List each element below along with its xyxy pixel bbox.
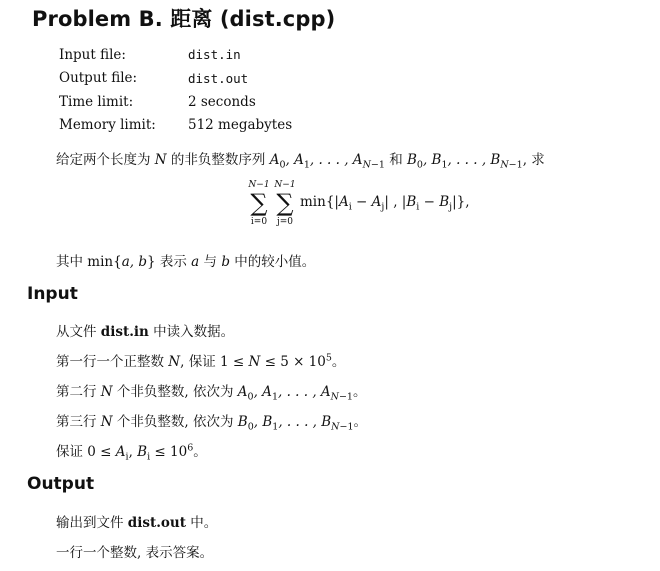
input-line bbox=[56, 350, 345, 370]
sum-upper-limit: N−1 bbox=[248, 180, 270, 190]
input-text: 第一行一个正整数 bbox=[56, 354, 164, 370]
statement-text: 表示 bbox=[159, 254, 187, 270]
meta-value: 2 seconds bbox=[188, 93, 256, 110]
meta-value: dist.in bbox=[188, 47, 241, 63]
input-filename: dist.in bbox=[100, 324, 149, 340]
input-heading: Input bbox=[27, 284, 78, 304]
meta-row bbox=[59, 114, 292, 138]
sum-upper-limit: N−1 bbox=[274, 180, 296, 190]
formula-body: $\min\{|A_i - A_j|$ , $|B_i - B_j|$}, bbox=[300, 194, 470, 213]
input-line bbox=[56, 410, 367, 433]
output-filename: dist.out bbox=[127, 515, 186, 531]
statement-text: 和 bbox=[389, 152, 403, 168]
math-n: N bbox=[168, 354, 181, 370]
output-text: 输出到文件 bbox=[56, 515, 124, 531]
input-text: 第三行 bbox=[56, 414, 97, 430]
meta-label: Memory limit: bbox=[59, 117, 156, 134]
statement-paragraph bbox=[56, 250, 315, 270]
output-heading: Output bbox=[27, 474, 95, 494]
input-line bbox=[56, 440, 207, 463]
math-n: N bbox=[154, 152, 167, 168]
problem-meta-table bbox=[59, 43, 292, 137]
input-text: 。 bbox=[353, 414, 367, 430]
input-line bbox=[56, 380, 366, 403]
statement-text: 中的较小值。 bbox=[234, 254, 316, 270]
output-line bbox=[56, 541, 213, 561]
math-constraint-n: $1 \le N \le 5 \times 10^5$ bbox=[220, 352, 332, 370]
input-text: 个非负整数, 依次为 bbox=[116, 384, 234, 400]
meta-label: Input file: bbox=[59, 46, 126, 63]
input-text: 中读入数据。 bbox=[153, 324, 235, 340]
meta-row bbox=[59, 90, 292, 114]
math-n: N bbox=[100, 414, 113, 430]
math-constraint-ab: $0 \le A_i$, $B_i \le 10^6$ bbox=[87, 442, 194, 463]
input-text: 。 bbox=[193, 444, 207, 460]
meta-value: 512 megabytes bbox=[188, 117, 293, 134]
input-line bbox=[56, 320, 234, 340]
math-sequence-b: $B_0$, $B_1$, . . . , $B_{N-1}$ bbox=[406, 152, 523, 171]
statement-text: 的非负整数序列 bbox=[170, 152, 266, 168]
input-text: 第二行 bbox=[56, 384, 97, 400]
math-n: N bbox=[100, 384, 113, 400]
math-min: min{a, b} bbox=[87, 254, 156, 270]
problem-title: Problem B. 距离 (dist.cpp) bbox=[32, 7, 336, 31]
sigma-symbol: ∑ bbox=[250, 189, 268, 217]
input-text: 保证 bbox=[56, 444, 83, 460]
output-line bbox=[56, 511, 217, 531]
sum-formula bbox=[246, 179, 506, 229]
output-text: 中。 bbox=[190, 515, 218, 531]
input-text: 。 bbox=[331, 354, 346, 370]
meta-row bbox=[59, 67, 292, 91]
statement-paragraph bbox=[56, 148, 545, 171]
math-a: a bbox=[191, 254, 200, 270]
statement-text: 与 bbox=[203, 254, 218, 270]
math-sequence-a: $A_0$, $A_1$, . . . , $A_{N-1}$ bbox=[269, 152, 385, 171]
input-text: 。 bbox=[352, 384, 367, 400]
math-sequence-a: $A_0$, $A_1$, . . . , $A_{N-1}$ bbox=[237, 384, 353, 403]
math-sequence-b: $B_0$, $B_1$, . . . , $B_{N-1}$ bbox=[237, 414, 354, 433]
sum-lower-limit: i=0 bbox=[250, 217, 268, 227]
statement-text: , 求 bbox=[522, 152, 545, 168]
meta-row bbox=[59, 43, 292, 67]
sum-outer bbox=[246, 179, 272, 228]
math-b: b bbox=[221, 254, 230, 270]
statement-text: 其中 bbox=[56, 254, 83, 270]
output-text: 一行一个整数, 表示答案。 bbox=[56, 545, 214, 561]
input-text: 个非负整数, 依次为 bbox=[116, 414, 234, 430]
meta-label: Time limit: bbox=[59, 93, 134, 110]
input-text: , 保证 bbox=[180, 354, 216, 370]
sum-inner bbox=[272, 179, 298, 228]
meta-value: dist.out bbox=[188, 70, 249, 86]
input-text: 从文件 bbox=[56, 324, 97, 340]
sigma-symbol: ∑ bbox=[276, 189, 294, 217]
meta-label: Output file: bbox=[59, 70, 138, 87]
sum-lower-limit: j=0 bbox=[276, 217, 294, 227]
statement-text: 给定两个长度为 bbox=[56, 152, 151, 168]
